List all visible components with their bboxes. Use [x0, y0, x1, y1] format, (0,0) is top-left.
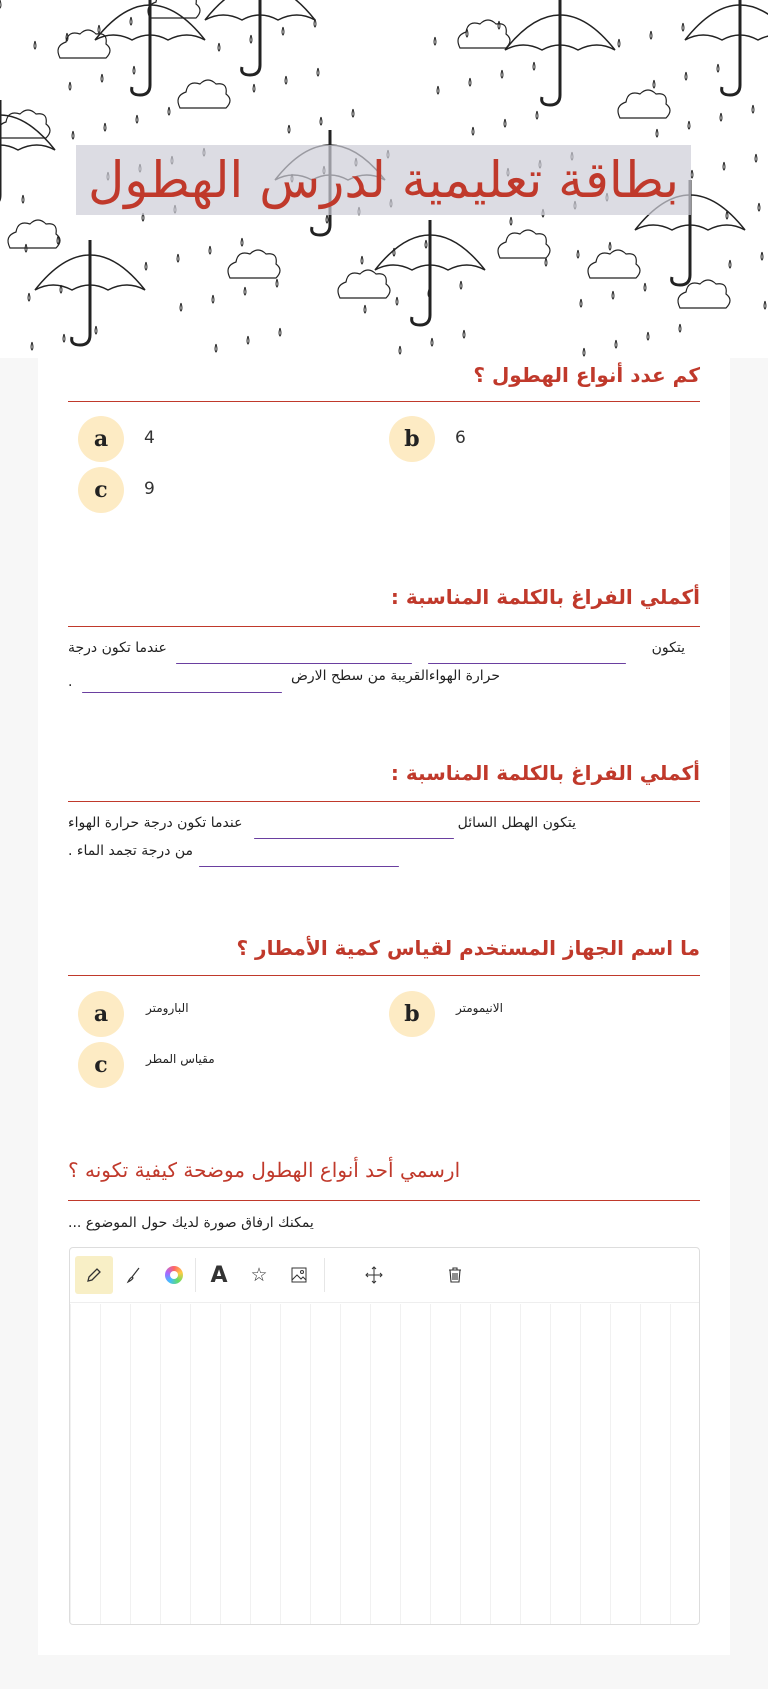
divider — [68, 626, 700, 627]
question-5-title: ارسمي أحد أنواع الهطول موضحة كيفية تكونه ؟ — [68, 1158, 461, 1182]
raindrop-icon — [466, 29, 468, 37]
raindrop-icon — [250, 35, 252, 43]
raindrop-icon — [276, 279, 278, 287]
q2-blank-1[interactable] — [428, 663, 626, 664]
raindrop-icon — [317, 68, 319, 76]
raindrop-icon — [679, 324, 681, 332]
raindrop-icon — [463, 330, 465, 338]
header-banner — [0, 0, 768, 358]
raindrop-icon — [130, 17, 132, 25]
raindrop-icon — [364, 305, 366, 313]
raindrop-icon — [460, 281, 462, 289]
q2-text-line2: حرارة الهواءالقريبة من سطح الارض — [291, 668, 501, 684]
cloud-icon — [228, 250, 280, 278]
raindrop-icon — [644, 283, 646, 291]
q3-blank-2[interactable] — [199, 866, 399, 867]
image-icon[interactable] — [280, 1256, 318, 1294]
umbrella-icon — [205, 0, 315, 75]
option-a-1[interactable]: a — [78, 416, 124, 462]
raindrop-icon — [288, 125, 290, 133]
cloud-icon — [58, 30, 110, 58]
question-1-title: كم عدد أنواع الهطول ؟ — [473, 363, 700, 387]
raindrop-icon — [580, 299, 582, 307]
question-3-title: أكملي الفراغ بالكلمة المناسبة : — [390, 761, 700, 785]
raindrop-icon — [34, 41, 36, 49]
q2-text-start: يتكون — [651, 640, 685, 656]
umbrella-icon — [35, 240, 145, 345]
q3-text-line2: من درجة تجمد الماء . — [68, 843, 194, 859]
question-2-title: أكملي الفراغ بالكلمة المناسبة : — [390, 585, 700, 609]
raindrop-icon — [57, 236, 59, 244]
raindrop-icon — [244, 287, 246, 295]
trash-icon[interactable] — [436, 1256, 474, 1294]
raindrop-icon — [218, 43, 220, 51]
raindrop-icon — [253, 84, 255, 92]
raindrop-icon — [498, 21, 500, 29]
raindrop-icon — [650, 31, 652, 39]
option-a-1-label[interactable]: 4 — [144, 428, 155, 448]
raindrop-icon — [723, 162, 725, 170]
raindrop-icon — [536, 111, 538, 119]
raindrop-icon — [399, 346, 401, 354]
raindrop-icon — [682, 23, 684, 31]
divider — [68, 1200, 700, 1201]
raindrop-icon — [758, 203, 760, 211]
raindrop-icon — [314, 19, 316, 27]
raindrop-icon — [685, 72, 687, 80]
raindrop-icon — [72, 131, 74, 139]
raindrop-icon — [609, 242, 611, 250]
raindrop-icon — [69, 82, 71, 90]
raindrop-icon — [352, 109, 354, 117]
raindrop-icon — [282, 27, 284, 35]
brush-icon[interactable] — [115, 1256, 153, 1294]
raindrop-icon — [133, 66, 135, 74]
raindrop-icon — [656, 129, 658, 137]
toolbar-separator — [324, 1258, 325, 1292]
option-b-4-label[interactable]: الانيمومتر — [456, 1001, 503, 1015]
question-4-title: ما اسم الجهاز المستخدم لقياس كمية الأمطار ؟ — [236, 936, 700, 960]
raindrop-icon — [752, 105, 754, 113]
raindrop-icon — [720, 113, 722, 121]
upload-hint: يمكنك ارفاق صورة لديك حول الموضوع ... — [68, 1215, 314, 1231]
raindrop-icon — [764, 301, 766, 309]
raindrop-icon — [247, 336, 249, 344]
divider — [68, 801, 700, 802]
pencil-icon[interactable] — [75, 1256, 113, 1294]
raindrop-icon — [761, 252, 763, 260]
divider — [68, 401, 700, 402]
raindrop-icon — [615, 340, 617, 348]
q2-blank-2[interactable] — [176, 663, 412, 664]
umbrella-icon — [375, 220, 485, 325]
raindrop-icon — [469, 78, 471, 86]
option-c-1-label[interactable]: 9 — [144, 479, 155, 499]
option-a-4[interactable]: a — [78, 991, 124, 1037]
raindrop-icon — [31, 342, 33, 350]
raindrop-icon — [279, 328, 281, 336]
raindrop-icon — [437, 86, 439, 94]
raindrop-icon — [60, 285, 62, 293]
raindrop-icon — [215, 344, 217, 352]
raindrop-icon — [136, 115, 138, 123]
drawing-canvas-widget — [69, 1247, 700, 1625]
cloud-icon — [0, 110, 50, 138]
page-title: بطاقة تعليمية لدرس الهطول — [87, 151, 680, 209]
raindrop-icon — [168, 107, 170, 115]
raindrop-icon — [104, 123, 106, 131]
q3-text-mid: عندما تكون درجة حرارة الهواء — [68, 815, 243, 831]
raindrop-icon — [577, 250, 579, 258]
raindrop-icon — [22, 195, 24, 203]
raindrop-icon — [504, 119, 506, 127]
raindrop-icon — [583, 348, 585, 356]
raindrop-icon — [691, 170, 693, 178]
raindrop-icon — [180, 303, 182, 311]
raindrop-icon — [285, 76, 287, 84]
raindrop-icon — [729, 260, 731, 268]
raindrop-icon — [101, 74, 103, 82]
umbrella-icon — [505, 0, 615, 105]
raindrop-icon — [755, 154, 757, 162]
raindrop-icon — [533, 62, 535, 70]
raindrop-icon — [212, 295, 214, 303]
raindrop-icon — [501, 70, 503, 78]
divider — [68, 975, 700, 976]
raindrop-icon — [431, 338, 433, 346]
raindrop-icon — [618, 39, 620, 47]
option-c-1[interactable]: c — [78, 467, 124, 513]
option-a-4-label[interactable]: البارومتر — [146, 1001, 189, 1015]
raindrop-icon — [510, 217, 512, 225]
q2-text-mid: عندما تكون درجة — [68, 640, 167, 656]
title-box — [76, 145, 691, 215]
cloud-icon — [618, 90, 670, 118]
raindrop-icon — [726, 211, 728, 219]
raindrop-icon — [0, 0, 1, 8]
raindrop-icon — [361, 256, 363, 264]
option-b-4[interactable]: b — [389, 991, 435, 1037]
q2-text-end: . — [68, 674, 73, 690]
q3-blank-1[interactable] — [254, 838, 454, 839]
raindrop-icon — [717, 64, 719, 72]
text-icon[interactable]: A — [210, 1262, 228, 1288]
umbrella-icon — [95, 0, 205, 95]
raindrop-icon — [209, 246, 211, 254]
raindrop-icon — [612, 291, 614, 299]
cloud-icon — [8, 220, 60, 248]
raindrop-icon — [320, 117, 322, 125]
raindrop-icon — [28, 293, 30, 301]
q3-text-start: يتكون الهطل السائل — [457, 815, 576, 831]
option-b-1[interactable]: b — [389, 416, 435, 462]
cloud-icon — [178, 80, 230, 108]
option-c-4[interactable]: c — [78, 1042, 124, 1088]
raindrop-icon — [653, 80, 655, 88]
toolbar-separator — [195, 1258, 196, 1292]
color-wheel-icon[interactable] — [155, 1256, 193, 1294]
move-icon[interactable] — [355, 1256, 393, 1294]
drawing-area[interactable] — [70, 1304, 699, 1624]
cloud-icon — [338, 270, 390, 298]
raindrop-icon — [326, 215, 328, 223]
raindrop-icon — [396, 297, 398, 305]
raindrop-icon — [545, 258, 547, 266]
raindrop-icon — [241, 238, 243, 246]
umbrella-icon — [685, 0, 768, 95]
raindrop-icon — [647, 332, 649, 340]
raindrop-icon — [145, 262, 147, 270]
q2-blank-3[interactable] — [82, 692, 282, 693]
raindrop-icon — [472, 127, 474, 135]
raindrop-icon — [425, 240, 427, 248]
worksheet-card — [38, 358, 730, 1655]
cloud-icon — [588, 250, 640, 278]
cloud-icon — [498, 230, 550, 258]
option-c-4-label[interactable]: مقياس المطر — [146, 1052, 215, 1066]
star-icon[interactable]: ☆ — [250, 1264, 268, 1286]
drawing-toolbar — [70, 1248, 699, 1303]
raindrop-icon — [434, 37, 436, 45]
raindrop-icon — [177, 254, 179, 262]
cloud-icon — [148, 0, 200, 18]
raindrop-icon — [63, 334, 65, 342]
raindrop-icon — [95, 326, 97, 334]
raindrop-icon — [393, 248, 395, 256]
raindrop-icon — [98, 25, 100, 33]
raindrop-icon — [688, 121, 690, 129]
option-b-1-label[interactable]: 6 — [455, 428, 466, 448]
